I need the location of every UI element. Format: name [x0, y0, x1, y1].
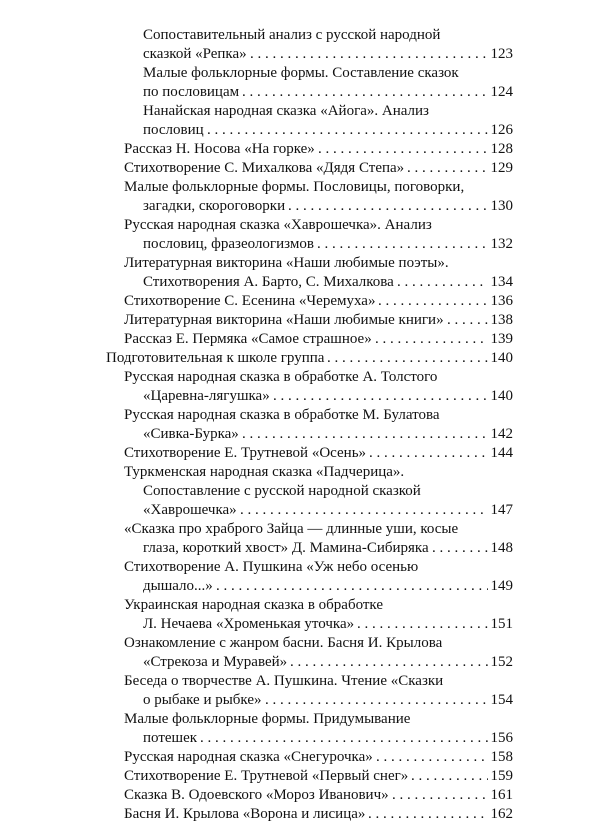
toc-page-number: 136 — [490, 293, 513, 309]
toc-entry-title: Сопоставительный анализ с русской народной — [143, 27, 441, 43]
toc-entry-title: Нанайская народная сказка «Айога». Анализ — [143, 103, 429, 119]
toc-entry-title-continued: «Царевна-лягушка» — [143, 388, 270, 404]
dot-leader — [392, 786, 488, 805]
toc-entry-title: Малые фольклорные формы. Придумывание — [124, 711, 411, 727]
toc-entry-title: Рассказ Е. Пермяка «Самое страшное» — [124, 331, 372, 347]
toc-entry — [0, 520, 600, 558]
toc-entry-title-continued: «Стрекоза и Муравей» — [143, 654, 288, 670]
toc-entry — [0, 672, 600, 710]
toc-entry-title: Стихотворение Е. Трутневой «Первый снег» — [124, 768, 409, 784]
toc-entry-title: Русская народная сказка «Хаврошечка». Анализ — [124, 217, 432, 233]
toc-entry-title: Украинская народная сказка в обработке — [124, 597, 383, 613]
toc-entry-title-continued: Сопоставление с русской народной сказкой — [143, 483, 421, 499]
toc-page-number: 142 — [490, 426, 513, 442]
toc-entry — [0, 349, 600, 368]
dot-leader — [357, 615, 488, 634]
toc-page-number: 147 — [490, 502, 513, 518]
toc-entry-title: Стихотворение А. Пушкина «Уж небо осенью — [124, 559, 419, 575]
toc-entry-title: Русская народная сказка в обработке М. Булатова — [124, 407, 440, 423]
toc-entry — [0, 596, 600, 634]
dot-leader — [317, 235, 488, 254]
dot-leader — [273, 387, 488, 406]
toc-entry-title: Сказка В. Одоевского «Мороз Иванович» — [124, 787, 389, 803]
toc-page-number: 130 — [490, 198, 513, 214]
dot-leader — [375, 330, 488, 349]
toc-entry-title: Басня И. Крылова «Ворона и лисица» — [124, 806, 366, 822]
toc-entry — [0, 178, 600, 216]
toc-entry — [0, 406, 600, 444]
toc-page-number: 162 — [490, 806, 513, 822]
toc-entry-title-continued: дышало...» — [143, 578, 213, 594]
toc-entry — [0, 767, 600, 786]
toc-entry-title: Стихотворение С. Есенина «Черемуха» — [124, 293, 376, 309]
toc-entry-title-continued: пословиц — [143, 122, 204, 138]
toc-page-number: 152 — [490, 654, 513, 670]
dot-leader — [397, 273, 488, 292]
toc-entry-title: Подготовительная к школе группа — [106, 350, 325, 366]
toc-entry-title-continued: Л. Нечаева «Хроменькая уточка» — [143, 616, 355, 632]
dot-leader — [378, 292, 488, 311]
dot-leader — [265, 691, 488, 710]
toc-entry — [0, 311, 600, 330]
toc-page-number: 159 — [490, 768, 513, 784]
toc-page-number: 149 — [490, 578, 513, 594]
toc-entry-title-continued: глаза, короткий хвост» Д. Мамина-Сибиряка — [143, 540, 429, 556]
dot-leader — [327, 349, 488, 368]
toc-entry-title-continued: потешек — [143, 730, 198, 746]
toc-entry — [0, 558, 600, 596]
toc-page-number: 138 — [490, 312, 513, 328]
toc-entry — [0, 254, 600, 292]
toc-page-number: 132 — [490, 236, 513, 252]
dot-leader — [242, 425, 488, 444]
toc-entry-title: Литературная викторина «Наши любимые поэты». — [124, 255, 449, 271]
toc-page-number: 161 — [490, 787, 513, 803]
toc-entry-title: Малые фольклорные формы. Составление сказок — [143, 65, 459, 81]
toc-entry-title: Рассказ Н. Носова «На горке» — [124, 141, 315, 157]
toc-entry — [0, 805, 600, 824]
toc-entry — [0, 748, 600, 767]
toc-page-number: 140 — [490, 350, 513, 366]
dot-leader — [288, 197, 488, 216]
toc-entry — [0, 330, 600, 349]
toc-entry-title-continued: по пословицам — [143, 84, 240, 100]
dot-leader — [207, 121, 488, 140]
toc-page-number: 124 — [490, 84, 513, 100]
dot-leader — [447, 311, 488, 330]
toc-entry-title-continued: о рыбаке и рыбке» — [143, 692, 262, 708]
toc-entry — [0, 444, 600, 463]
toc-page-number: 156 — [490, 730, 513, 746]
toc-entry-title-continued: «Сивка-Бурка» — [143, 426, 239, 442]
dot-leader — [240, 501, 488, 520]
toc-entry — [0, 292, 600, 311]
dot-leader — [411, 767, 488, 786]
toc-entry-title-continued: загадки, скороговорки — [143, 198, 286, 214]
toc-page-number: 129 — [490, 160, 513, 176]
dot-leader — [432, 539, 488, 558]
toc-page-number: 126 — [490, 122, 513, 138]
toc-page-number: 148 — [490, 540, 513, 556]
toc-entry — [0, 26, 600, 64]
dot-leader — [216, 577, 488, 596]
toc-entry-title: Русская народная сказка «Снегурочка» — [124, 749, 373, 765]
toc-entry — [0, 463, 600, 520]
toc-entry-title-continued: «Хаврошечка» — [143, 502, 237, 518]
dot-leader — [242, 83, 488, 102]
toc-entry-title: «Сказка про храброго Зайца — длинные уши, косые — [124, 521, 459, 537]
toc-entry-title: Стихотворение Е. Трутневой «Осень» — [124, 445, 367, 461]
dot-leader — [368, 805, 488, 824]
toc-page-number: 151 — [490, 616, 513, 632]
toc-entry-title: Туркменская народная сказка «Падчерица». — [124, 464, 405, 480]
toc-entry-title-continued: Стихотворения А. Барто, С. Михалкова — [143, 274, 394, 290]
toc-entry — [0, 368, 600, 406]
toc-page-number: 158 — [490, 749, 513, 765]
dot-leader — [250, 45, 488, 64]
dot-leader — [318, 140, 488, 159]
toc-entry-title: Русская народная сказка в обработке А. Толстого — [124, 369, 438, 385]
toc-entry-title: Литературная викторина «Наши любимые книги» — [124, 312, 444, 328]
toc-page-number: 134 — [490, 274, 513, 290]
toc-page-number: 128 — [490, 141, 513, 157]
toc-entry — [0, 710, 600, 748]
toc-page-number: 140 — [490, 388, 513, 404]
toc-entry — [0, 102, 600, 140]
toc-entry-title: Беседа о творчестве А. Пушкина. Чтение «Сказки — [124, 673, 444, 689]
toc-entry-title-continued: сказкой «Репка» — [143, 46, 247, 62]
toc-entry — [0, 159, 600, 178]
toc-page-number: 144 — [490, 445, 513, 461]
toc-entry — [0, 634, 600, 672]
toc-entry-title: Малые фольклорные формы. Пословицы, поговорки, — [124, 179, 465, 195]
toc-entry — [0, 140, 600, 159]
toc-entry — [0, 786, 600, 805]
dot-leader — [200, 729, 488, 748]
dot-leader — [369, 444, 488, 463]
dot-leader — [290, 653, 488, 672]
toc-page-number: 123 — [490, 46, 513, 62]
toc-entry-title: Стихотворение С. Михалкова «Дядя Степа» — [124, 160, 405, 176]
toc-entry-title-continued: пословиц, фразеологизмов — [143, 236, 314, 252]
toc-entry-title: Ознакомление с жанром басни. Басня И. Крылова — [124, 635, 443, 651]
toc-page-number: 139 — [490, 331, 513, 347]
toc-entry — [0, 64, 600, 102]
toc-page-number: 154 — [490, 692, 513, 708]
toc-entry — [0, 216, 600, 254]
dot-leader — [407, 159, 488, 178]
dot-leader — [376, 748, 488, 767]
